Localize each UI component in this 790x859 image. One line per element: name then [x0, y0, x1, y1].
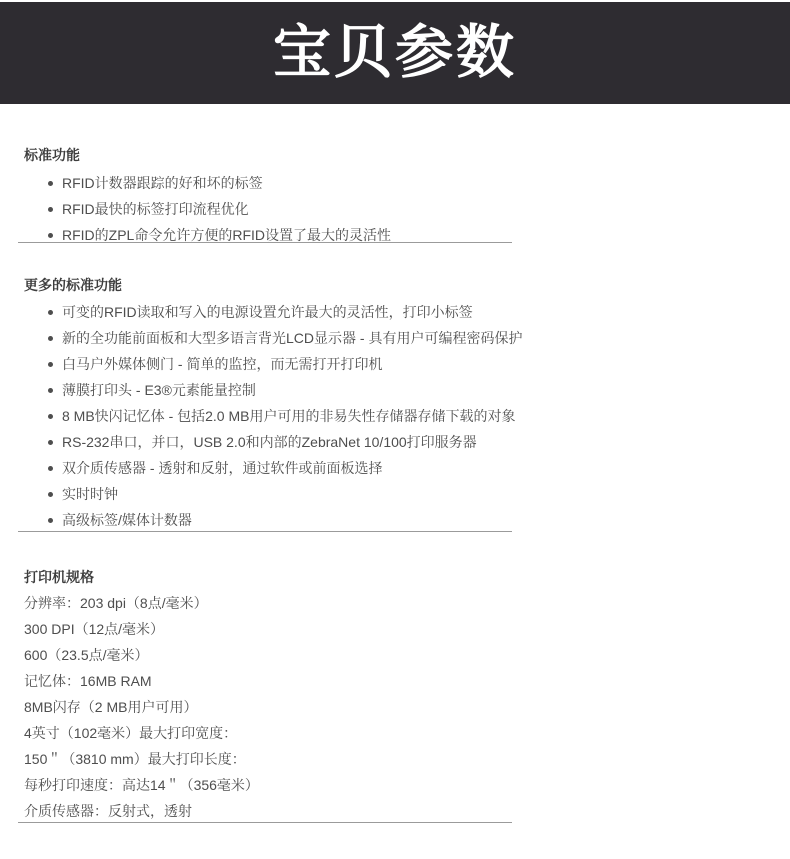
- spec-line-600dpi: 600（23.5点/毫米）: [24, 647, 149, 663]
- content-area: [0, 142, 790, 823]
- list-item: 8 MB快闪记忆体 - 包括2.0 MB用户可用的非易失性存储器存储下载的对象: [62, 403, 790, 429]
- printer-specs-list: [24, 590, 790, 824]
- page-title: 宝贝参数: [272, 20, 517, 85]
- list-item: 高级标签/媒体计数器: [62, 507, 790, 533]
- spec-line-media-sensor: 介质传感器：反射式，透射: [24, 803, 192, 819]
- section-heading-printer-specs: 打印机规格: [24, 569, 94, 585]
- more-standard-features-list: [24, 299, 790, 533]
- spec-line-300dpi: 300 DPI（12点/毫米）: [24, 621, 165, 637]
- list-item: 白马户外媒体侧门 - 简单的监控，而无需打开打印机: [62, 351, 790, 377]
- spec-line-memory: 记忆体：16MB RAM: [24, 673, 152, 689]
- list-item: 薄膜打印头 - E3®元素能量控制: [62, 377, 790, 403]
- list-item: RS-232串口，并口，USB 2.0和内部的ZebraNet 10/100打印服务器: [62, 429, 790, 455]
- spec-line-print-speed: 每秒打印速度：高达14＂（356毫米）: [24, 777, 259, 793]
- list-item: 新的全功能前面板和大型多语言背光LCD显示器 - 具有用户可编程密码保护: [62, 325, 790, 351]
- list-item: RFID计数器跟踪的好和坏的标签: [62, 170, 790, 196]
- spec-line-flash: 8MB闪存（2 MB用户可用）: [24, 699, 198, 715]
- list-item: 可变的RFID读取和写入的电源设置允许最大的灵活性，打印小标签: [62, 299, 790, 325]
- list-item: RFID的ZPL命令允许方便的RFID设置了最大的灵活性: [62, 222, 790, 248]
- spec-line-resolution: 分辨率：203 dpi（8点/毫米）: [24, 595, 208, 611]
- list-item: RFID最快的标签打印流程优化: [62, 196, 790, 222]
- section-heading-more-standard-features: 更多的标准功能: [24, 277, 122, 293]
- section-heading-standard-features: 标准功能: [24, 147, 80, 163]
- spec-line-print-length: 150＂（3810 mm）最大打印长度：: [24, 751, 246, 767]
- product-params-banner: [0, 2, 790, 104]
- list-item: 双介质传感器 - 透射和反射，通过软件或前面板选择: [62, 455, 790, 481]
- list-item: 实时时钟: [62, 481, 790, 507]
- standard-features-list: [24, 170, 790, 248]
- spec-line-print-width: 4英寸（102毫米）最大打印宽度：: [24, 725, 238, 741]
